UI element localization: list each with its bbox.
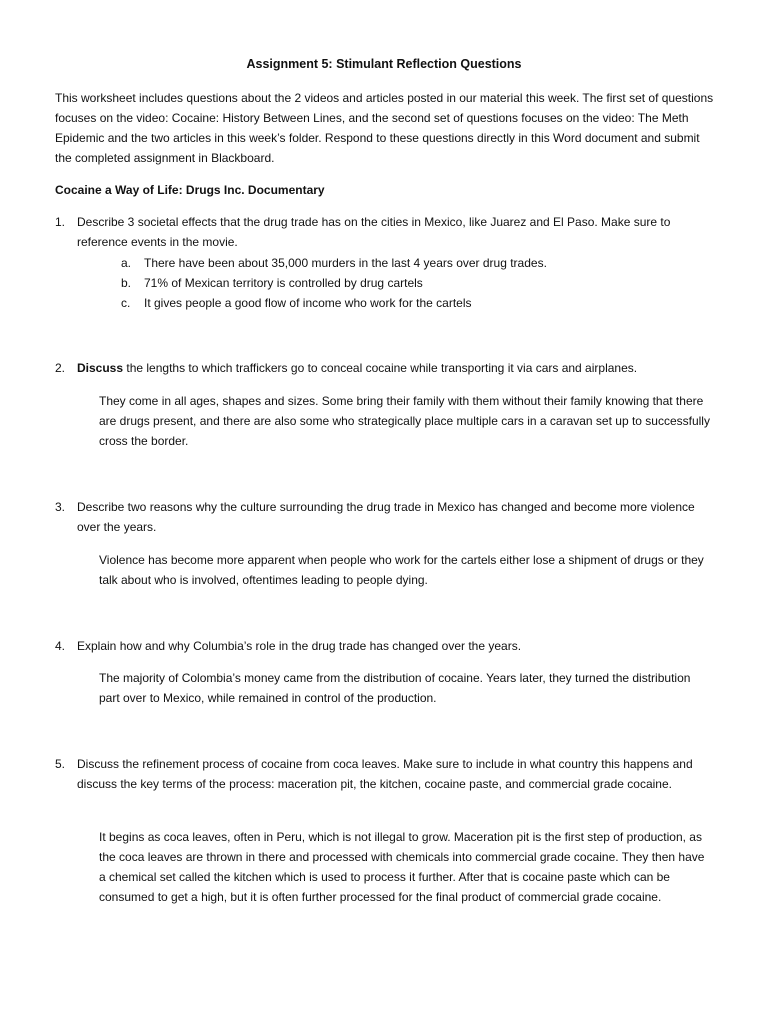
question-text: Describe two reasons why the culture surrounding the drug trade in Mexico has changed and become more violence over the years. bbox=[77, 500, 695, 534]
answer-item-letter: b. bbox=[121, 276, 132, 290]
question-number: 3. bbox=[55, 500, 66, 514]
question-3 bbox=[55, 497, 715, 537]
document-title: Assignment 5: Stimulant Reflection Questions bbox=[246, 57, 522, 71]
question-text-rest: the lengths to which traffickers go to conceal cocaine while transporting it via cars and airplanes. bbox=[123, 361, 638, 375]
question-bold-lead: Discuss bbox=[77, 361, 124, 375]
question-number: 1. bbox=[55, 215, 66, 229]
section-heading: Cocaine a Way of Life: Drugs Inc. Documentary bbox=[55, 183, 325, 197]
question-text: Discuss the refinement process of cocaine from coca leaves. Make sure to include in what country this happens and discuss the key terms of the process: maceration pit, the kitchen, cocaine paste, and commercial grade cocaine. bbox=[77, 757, 693, 791]
answer-item-c bbox=[121, 293, 681, 313]
question-5 bbox=[55, 754, 715, 794]
answer-item-b bbox=[121, 273, 681, 293]
question-text: Describe 3 societal effects that the drug trade has on the cities in Mexico, like Juarez and El Paso. Make sure to reference events in the movie. bbox=[77, 215, 671, 249]
answer-5: It begins as coca leaves, often in Peru, which is not illegal to grow. Maceration pit is the first step of production, as the coca leaves are thrown in there and processed with chemicals into commercial grade cocaine. They then have a chemical set called the kitchen which is used to process it further. After that is cocaine paste which can be consumed to get a high, but it is often further processed for the final product of commercial grade cocaine. bbox=[99, 830, 705, 904]
question-number: 5. bbox=[55, 757, 66, 771]
answer-item-a bbox=[121, 253, 681, 273]
question-text bbox=[77, 358, 715, 378]
answer-4: The majority of Colombia’s money came from the distribution of cocaine. Years later, they turned the distribution part over to Mexico, while remained in control of the production. bbox=[99, 671, 691, 705]
question-2 bbox=[55, 358, 715, 378]
answer-item-letter: a. bbox=[121, 256, 132, 270]
answer-item-text: It gives people a good flow of income who work for the cartels bbox=[144, 296, 472, 310]
answer-item-letter: c. bbox=[121, 296, 131, 310]
question-1 bbox=[55, 212, 715, 252]
answer-3: Violence has become more apparent when people who work for the cartels either lose a shipment of drugs or they talk about who is involved, oftentimes leading to people dying. bbox=[99, 553, 704, 587]
question-4 bbox=[55, 636, 715, 656]
question-number: 2. bbox=[55, 361, 66, 375]
question-number: 4. bbox=[55, 639, 66, 653]
question-text: Explain how and why Columbia’s role in the drug trade has changed over the years. bbox=[77, 639, 522, 653]
intro-paragraph: This worksheet includes questions about the 2 videos and articles posted in our material this week. The first set of questions focuses on the video: Cocaine: History Between Lines, and the second set of questions focuses on the video: The Meth Epidemic and the two articles in this week’s folder. Respond to these questions directly in this Word document and submit the completed assignment in Blackboard. bbox=[55, 91, 714, 165]
answer-2: They come in all ages, shapes and sizes. Some bring their family with them without their family knowing that there are drugs present, and there are also some who strategically place multiple cars in a caravan set up to successfully cross the border. bbox=[99, 394, 710, 448]
answer-item-text: There have been about 35,000 murders in the last 4 years over drug trades. bbox=[144, 256, 547, 270]
answer-item-text: 71% of Mexican territory is controlled by drug cartels bbox=[144, 276, 423, 290]
